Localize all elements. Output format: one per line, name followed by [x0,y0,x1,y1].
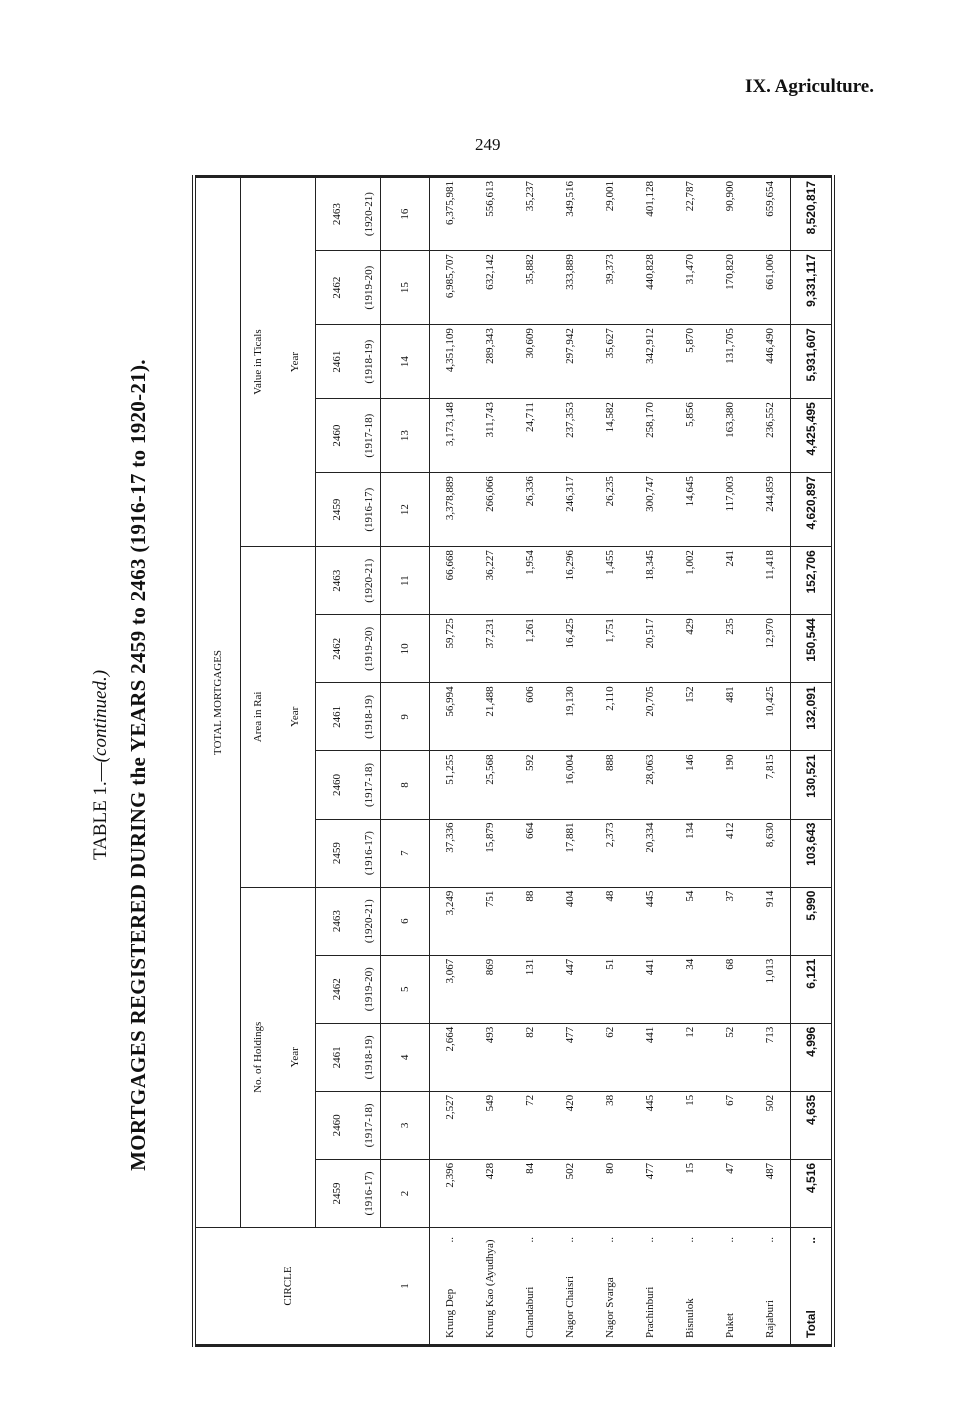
year-be: 2461 [316,1023,359,1091]
value-cell: 258,170 [630,399,670,473]
holdings-cell: 502 [550,1159,590,1227]
area-cell: 2,110 [590,683,630,751]
year-be: 2459 [316,473,359,547]
value-cell: 333,889 [550,251,590,325]
value-group-header: Value in Ticals [241,177,276,547]
value-cell: 30,609 [510,325,550,399]
holdings-cell: 52 [710,1023,750,1091]
leader-dots: .. [804,1237,818,1244]
circle-name: Nagor Svarga [604,1277,616,1338]
holdings-cell: 38 [590,1091,630,1159]
total-holdings-cell: 4,635 [791,1091,834,1159]
area-cell: 190 [710,751,750,819]
circle-name-cell [630,1228,670,1346]
value-cell: 31,470 [670,251,710,325]
year-ce: (1918-19) [358,1023,381,1091]
value-cell: 5,870 [670,325,710,399]
year-ce: (1918-19) [358,683,381,751]
value-cell: 14,645 [670,473,710,547]
circle-name: Puket [724,1312,736,1338]
area-cell: 12,970 [750,615,791,683]
holdings-cell: 51 [590,955,630,1023]
holdings-cell: 37 [710,887,750,955]
holdings-cell: 34 [670,955,710,1023]
circle-name-cell [430,1228,471,1346]
total-label-cell [791,1228,834,1346]
table-row [430,177,471,1346]
holdings-cell: 72 [510,1091,550,1159]
column-number: 13 [381,399,430,473]
value-cell: 300,747 [630,473,670,547]
circle-name-cell [470,1228,510,1346]
column-number: 10 [381,615,430,683]
area-cell: 1,455 [590,547,630,615]
area-cell: 1,954 [510,547,550,615]
value-year-label: Year [275,177,316,547]
total-value-cell: 8,520,817 [791,177,834,251]
area-cell: 16,425 [550,615,590,683]
holdings-cell: 84 [510,1159,550,1227]
total-area-cell: 152,706 [791,547,834,615]
holdings-cell: 445 [630,887,670,955]
area-cell: 10,425 [750,683,791,751]
value-cell: 117,003 [710,473,750,547]
value-cell: 35,627 [590,325,630,399]
holdings-cell: 12 [670,1023,710,1091]
holdings-cell: 420 [550,1091,590,1159]
total-holdings-cell: 4,516 [791,1159,834,1227]
holdings-cell: 82 [510,1023,550,1091]
holdings-cell: 428 [470,1159,510,1227]
area-cell: 59,725 [430,615,471,683]
holdings-cell: 713 [750,1023,791,1091]
column-number-row [381,177,430,1346]
table-row [710,177,750,1346]
holdings-cell: 751 [470,887,510,955]
table-title [90,150,112,1380]
mortgage-table-wrapper [192,175,818,1347]
value-cell: 297,942 [550,325,590,399]
area-cell: 37,231 [470,615,510,683]
circle-name-cell [590,1228,630,1346]
holdings-cell: 441 [630,955,670,1023]
area-cell: 66,668 [430,547,471,615]
circle-name: Krung Kao (Ayudhya) [484,1239,496,1338]
area-year-label: Year [275,547,316,887]
page-number: 249 [475,135,501,154]
value-cell: 131,705 [710,325,750,399]
year-ce: (1920-21) [358,547,381,615]
area-cell: 146 [670,751,710,819]
holdings-cell: 62 [590,1023,630,1091]
holdings-cell: 88 [510,887,550,955]
leader-dots: .. [644,1237,656,1243]
year-be: 2461 [316,325,359,399]
value-cell: 244,859 [750,473,791,547]
value-cell: 3,378,889 [430,473,471,547]
area-cell: 664 [510,819,550,887]
holdings-cell: 404 [550,887,590,955]
holdings-cell: 67 [710,1091,750,1159]
area-cell: 2,373 [590,819,630,887]
area-cell: 25,568 [470,751,510,819]
holdings-cell: 477 [630,1159,670,1227]
holdings-cell: 68 [710,955,750,1023]
value-cell: 5,856 [670,399,710,473]
year-be: 2460 [316,751,359,819]
total-holdings-cell: 4,996 [791,1023,834,1091]
year-ce: (1919-20) [358,615,381,683]
year-ce: (1918-19) [358,325,381,399]
column-number: 16 [381,177,430,251]
area-cell: 28,063 [630,751,670,819]
total-value-cell: 9,331,117 [791,251,834,325]
year-be: 2463 [316,887,359,955]
value-cell: 26,336 [510,473,550,547]
total-area-cell: 103,643 [791,819,834,887]
total-value-cell: 4,620,897 [791,473,834,547]
value-cell: 446,490 [750,325,791,399]
year-be: 2462 [316,251,359,325]
column-number: 1 [381,1228,430,1346]
column-number: 3 [381,1091,430,1159]
value-cell: 632,142 [470,251,510,325]
holdings-year-label: Year [275,887,316,1227]
year-ce: (1919-20) [358,955,381,1023]
table-row [510,177,550,1346]
value-cell: 659,654 [750,177,791,251]
area-cell: 481 [710,683,750,751]
year-ce: (1917-18) [358,399,381,473]
leader-dots: .. [444,1237,456,1243]
total-label: Total [804,1310,818,1338]
value-cell: 349,516 [550,177,590,251]
holdings-cell: 3,249 [430,887,471,955]
area-cell: 36,227 [470,547,510,615]
year-be: 2459 [316,1159,359,1227]
year-be: 2462 [316,955,359,1023]
year-ce: (1916-17) [358,1159,381,1227]
value-cell: 266,066 [470,473,510,547]
year-ce: (1920-21) [358,887,381,955]
column-number: 11 [381,547,430,615]
year-be: 2463 [316,177,359,251]
total-holdings-cell: 5,990 [791,887,834,955]
mortgage-table [192,175,835,1347]
area-cell: 20,334 [630,819,670,887]
year-be: 2460 [316,399,359,473]
leader-dots: .. [684,1237,696,1243]
value-cell: 3,173,148 [430,399,471,473]
area-cell: 8,630 [750,819,791,887]
holdings-cell: 447 [550,955,590,1023]
value-cell: 6,985,707 [430,251,471,325]
table-title-prefix: TABLE 1.— [90,762,111,861]
year-ce: (1916-17) [358,819,381,887]
column-number: 14 [381,325,430,399]
area-cell: 412 [710,819,750,887]
year-be: 2459 [316,819,359,887]
value-cell: 29,001 [590,177,630,251]
area-cell: 1,751 [590,615,630,683]
area-cell: 11,418 [750,547,791,615]
area-cell: 1,002 [670,547,710,615]
year-be: 2462 [316,615,359,683]
value-cell: 22,787 [670,177,710,251]
holdings-cell: 80 [590,1159,630,1227]
area-cell: 592 [510,751,550,819]
column-number: 2 [381,1159,430,1227]
total-value-cell: 5,931,607 [791,325,834,399]
holdings-cell: 47 [710,1159,750,1227]
total-mortgages-header: TOTAL MORTGAGES [194,177,241,1228]
table-title-suffix: (continued.) [90,669,111,763]
circle-header: CIRCLE [194,1228,381,1346]
holdings-group-header: No. of Holdings [241,887,276,1227]
area-cell: 19,130 [550,683,590,751]
circle-name: Bisnulok [684,1298,696,1338]
area-cell: 429 [670,615,710,683]
section-heading: IX. Agriculture. [745,76,874,97]
holdings-cell: 549 [470,1091,510,1159]
leader-dots: .. [764,1237,776,1243]
area-cell: 21,488 [470,683,510,751]
holdings-cell: 2,527 [430,1091,471,1159]
column-number: 7 [381,819,430,887]
year-ce: (1920-21) [358,177,381,251]
holdings-cell: 914 [750,887,791,955]
year-be: 2463 [316,547,359,615]
circle-name-cell [510,1228,550,1346]
area-cell: 18,345 [630,547,670,615]
area-cell: 1,261 [510,615,550,683]
year-ce: (1916-17) [358,473,381,547]
value-cell: 661,006 [750,251,791,325]
total-area-cell: 132,091 [791,683,834,751]
area-cell: 241 [710,547,750,615]
area-cell: 7,815 [750,751,791,819]
area-cell: 20,705 [630,683,670,751]
area-cell: 37,336 [430,819,471,887]
year-be-row [316,177,359,1346]
circle-name: Chandaburi [524,1286,536,1338]
holdings-cell: 2,396 [430,1159,471,1227]
value-cell: 401,128 [630,177,670,251]
area-cell: 51,255 [430,751,471,819]
circle-name: Krung Dep [444,1288,456,1338]
circle-name-cell [550,1228,590,1346]
holdings-cell: 502 [750,1091,791,1159]
holdings-cell: 15 [670,1159,710,1227]
column-number: 12 [381,473,430,547]
holdings-cell: 48 [590,887,630,955]
total-holdings-cell: 6,121 [791,955,834,1023]
area-cell: 235 [710,615,750,683]
circle-name-cell [750,1228,791,1346]
column-number: 4 [381,1023,430,1091]
holdings-cell: 487 [750,1159,791,1227]
holdings-cell: 477 [550,1023,590,1091]
holdings-cell: 493 [470,1023,510,1091]
total-row [791,177,834,1346]
area-cell: 16,296 [550,547,590,615]
column-number: 5 [381,955,430,1023]
holdings-cell: 869 [470,955,510,1023]
total-area-cell: 150,544 [791,615,834,683]
value-cell: 163,380 [710,399,750,473]
value-cell: 39,373 [590,251,630,325]
leader-dots: .. [604,1237,616,1243]
year-be: 2460 [316,1091,359,1159]
column-number: 6 [381,887,430,955]
table-row [670,177,710,1346]
area-cell: 888 [590,751,630,819]
table-row [470,177,510,1346]
holdings-cell: 1,013 [750,955,791,1023]
table-row [630,177,670,1346]
holdings-cell: 15 [670,1091,710,1159]
holdings-cell: 3,067 [430,955,471,1023]
holdings-cell: 445 [630,1091,670,1159]
value-cell: 6,375,981 [430,177,471,251]
holdings-cell: 131 [510,955,550,1023]
year-ce: (1917-18) [358,751,381,819]
value-cell: 246,317 [550,473,590,547]
area-cell: 606 [510,683,550,751]
value-cell: 14,582 [590,399,630,473]
holdings-cell: 54 [670,887,710,955]
table-subtitle: MORTGAGES REGISTERED DURING the YEARS 2459 to 2463 (1916-17 to 1920-21). [126,359,150,1171]
column-number: 15 [381,251,430,325]
value-cell: 4,351,109 [430,325,471,399]
circle-name: Nagor Chaisri [564,1275,576,1338]
circle-name-cell [710,1228,750,1346]
area-group-header: Area in Rai [241,547,276,887]
leader-dots: .. [564,1237,576,1243]
year-be: 2461 [316,683,359,751]
area-cell: 56,994 [430,683,471,751]
value-cell: 35,237 [510,177,550,251]
year-ce: (1917-18) [358,1091,381,1159]
value-cell: 26,235 [590,473,630,547]
total-area-cell: 130,521 [791,751,834,819]
value-cell: 237,353 [550,399,590,473]
value-cell: 342,912 [630,325,670,399]
value-cell: 170,820 [710,251,750,325]
value-cell: 35,882 [510,251,550,325]
area-cell: 16,004 [550,751,590,819]
year-ce: (1919-20) [358,251,381,325]
value-cell: 24,711 [510,399,550,473]
holdings-cell: 441 [630,1023,670,1091]
value-cell: 236,552 [750,399,791,473]
column-number: 9 [381,683,430,751]
value-cell: 440,828 [630,251,670,325]
year-ce-row [358,177,381,1346]
value-cell: 556,613 [470,177,510,251]
leader-dots: .. [524,1237,536,1243]
table-row [550,177,590,1346]
total-value-cell: 4,425,495 [791,399,834,473]
area-cell: 17,881 [550,819,590,887]
area-cell: 20,517 [630,615,670,683]
column-number: 8 [381,751,430,819]
circle-name-cell [670,1228,710,1346]
value-cell: 289,343 [470,325,510,399]
leader-dots: .. [724,1237,736,1243]
value-cell: 311,743 [470,399,510,473]
value-cell: 90,900 [710,177,750,251]
table-row [590,177,630,1346]
area-cell: 15,879 [470,819,510,887]
table-row [750,177,791,1346]
circle-name: Rajaburi [764,1300,776,1338]
area-cell: 152 [670,683,710,751]
area-cell: 134 [670,819,710,887]
holdings-cell: 2,664 [430,1023,471,1091]
circle-name: Prachinburi [644,1286,656,1338]
